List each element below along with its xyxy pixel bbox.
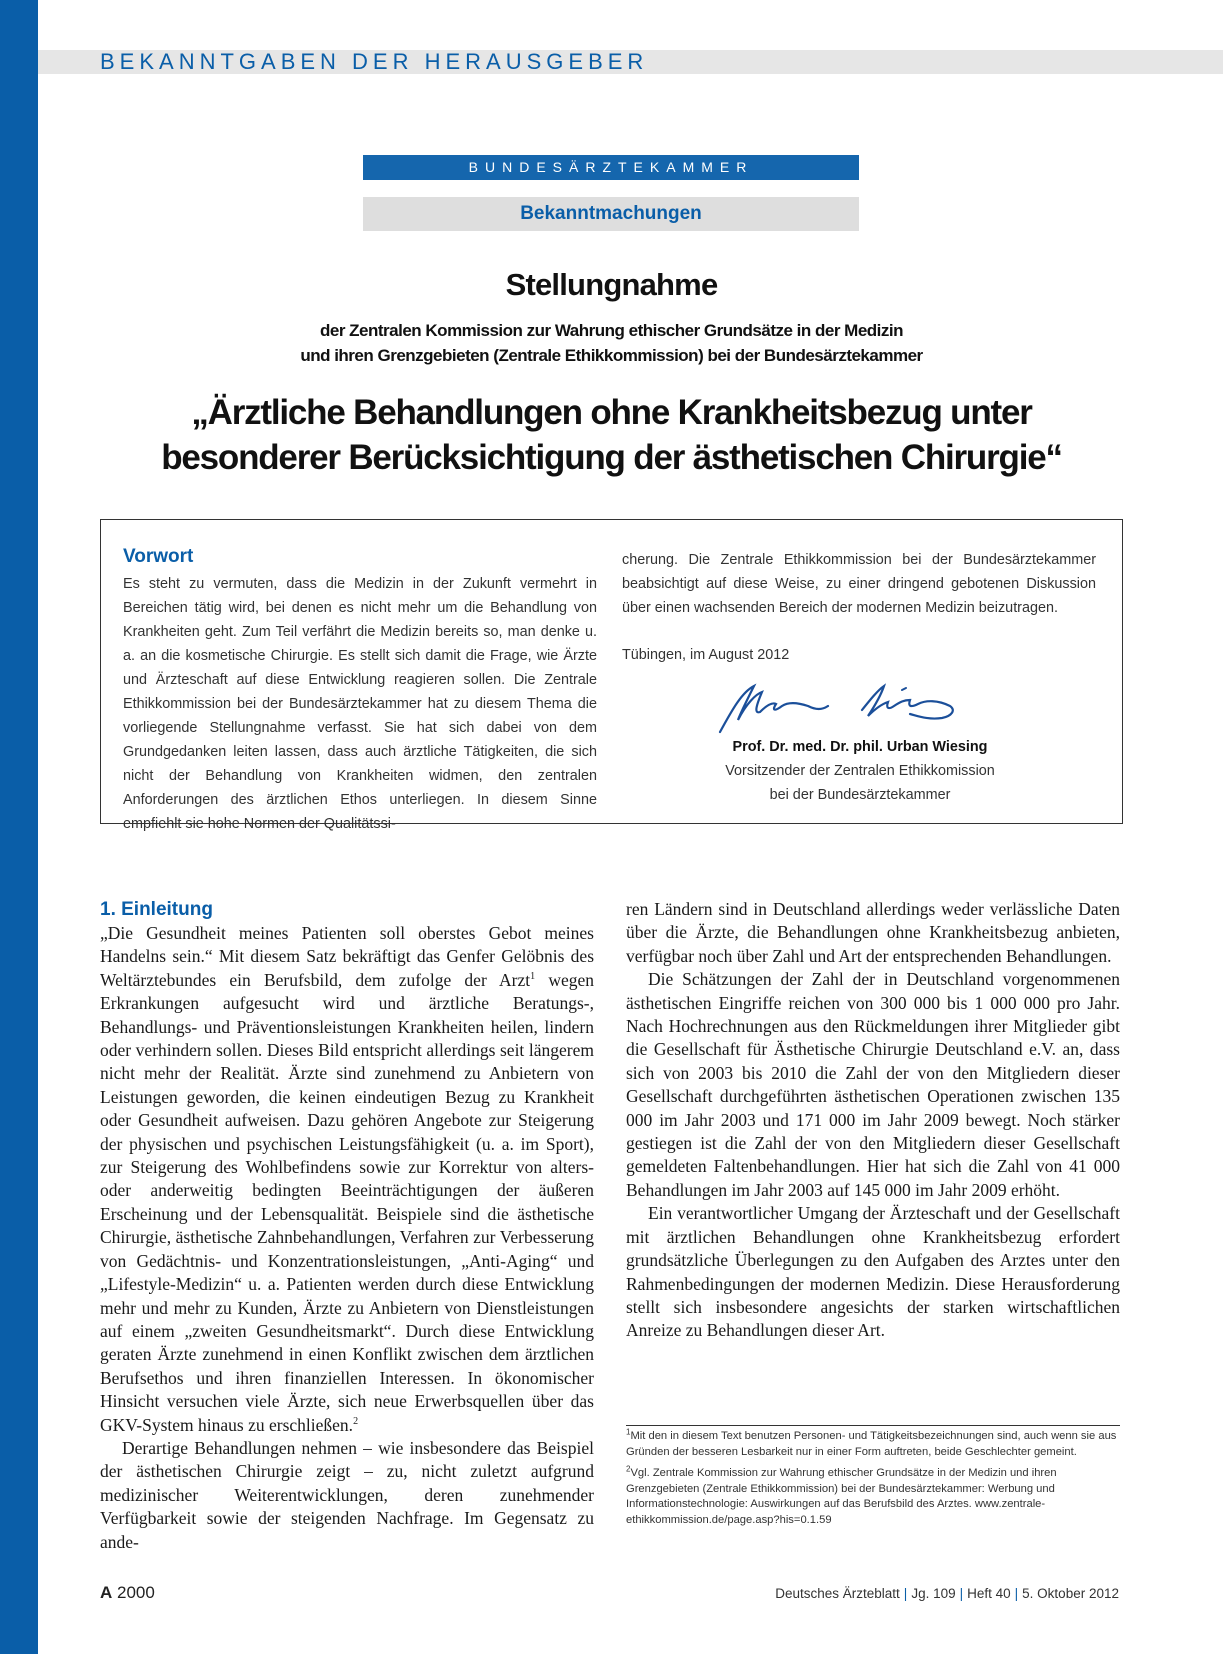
signer-role-1: Vorsitzender der Zentralen Ethikkomission: [725, 763, 995, 779]
foreword-right-text: cherung. Die Zentrale Ethikkommission bei der Bundesärztekammer beabsichtigt auf diese Weise, zu einer dringend gebotenen Diskussion über einen wachsenden Bereich der modernen Medizin beizutragen.: [622, 552, 1096, 616]
paragraph: ren Ländern sind in Deutschland allerdings weder verlässliche Daten über die Ärzte, die Behandlungen ohne Krankheitsbezug anbieten, verfügbar noch über Zahl und Art der entsprechenden Behandlungen.: [626, 899, 1120, 966]
paragraph: Die Schätzungen der Zahl der in Deutschland vorgenommenen ästhetischen Eingriffe reichen von 300 000 bis 1 000 000 pro Jahr. Nach Hochrechnungen aus den Rückmeldungen ihrer Mitglieder gibt die Gesellschaft für Ästhetische Chirurgie Deutschland e.V. an, dass sich von 2003 bis 2010 die Zahl der von den Mitgliedern dieser Gesellschaft durchgeführten ästhetischen Operationen zwischen 135 000 im Jahr 2003 und 171 000 im Jahr 2009 bewegt. Noch stärker gestiegen ist die Zahl der von den Mitgliedern dieser Gesellschaft gemeldeten Faltenbehandlungen. Hier hat sich die Zahl von 41 000 Behandlungen im Jahr 2003 auf 145 000 im Jahr 2009 erhöht.: [626, 969, 1120, 1200]
paragraph-part: wegen Erkrankungen aufgesucht wird und ärztliche Beratungs-, Behandlungs- und Präventionsleistungen Krankheiten heilen, lindern oder verhindern sollen. Dieses Bild entspricht allerdings seit längerem nicht mehr der Realität. Ärzte sind zunehmend zu Anbietern von Leistungen geworden, die keinen eindeutigen Bezug zu Krankheit oder Gesundheit aufweisen. Dazu gehören Angebote zur Steigerung der physischen und psychischen Leistungsfähigkeit (u. a. im Sport), zur Steigerung des Wohlbefindens sowie zur Korrektur von alters- oder anderweitig bedingten Beeinträchtigungen der äußeren Erscheinung und der Lebensqualität. Beispiele sind die ästhetische Chirurgie, ästhetische Zahnbehandlungen, Verfahren zur Verbesserung von Gedächtnis- und Konzentrationsleistungen, „Anti-Aging“ und „Lifestyle-Medizin“ u. a. Patienten werden durch diese Entwicklung mehr und mehr zu Kunden, Ärzte zu Anbietern von Dienstleistungen auf einem „zweiten Gesundheitsmarkt“. Durch diese Entwicklung geraten Ärzte zunehmend in einen Konflikt zwischen dem ärztlichen Berufsethos und ihren finanziellen Interessen. In ökonomischer Hinsicht versuchen viele Ärzte, sich neue Erwerbsquellen über das GKV-System hinaus zu erschließen.: [100, 969, 594, 1435]
paragraph: [100, 922, 594, 1437]
publication-type-bar: Bekanntmachungen: [363, 197, 859, 231]
organization-bar: BUNDESÄRZTEKAMMER: [363, 155, 859, 180]
journal-footer: [775, 1584, 1119, 1604]
page-letter: A: [100, 1583, 113, 1602]
headline-line-1: „Ärztliche Behandlungen ohne Krankheitsbezug unter: [191, 393, 1032, 432]
footer-separator: |: [903, 1586, 908, 1601]
foreword-place-date: Tübingen, im August 2012: [622, 647, 790, 663]
footnote-mark: 1: [626, 1427, 631, 1437]
body-column-right: [626, 898, 1120, 1343]
section-header: BEKANNTGABEN DER HERAUSGEBER: [100, 49, 649, 74]
footnotes: [626, 1429, 1120, 1534]
signer-role-2: bei der Bundesärztekammer: [769, 787, 951, 803]
signature-graphic: [712, 680, 972, 740]
footnote-mark: 2: [626, 1464, 631, 1474]
left-color-bar: [0, 0, 38, 1654]
footnote-ref[interactable]: 2: [353, 1415, 359, 1427]
journal-issue: Heft 40: [967, 1586, 1011, 1601]
page-number: [100, 1581, 155, 1605]
journal-name: Deutsches Ärzteblatt: [775, 1586, 900, 1601]
footnote-text: Vgl. Zentrale Kommission zur Wahrung ethischer Grundsätze in der Medizin und ihren Grenzgebieten (Zentrale Ethikkommission) bei der Bundesärztekammer: Werbung und Informationstechnologie: Auswirkungen auf das Berufsbild des Arztes. www.zentrale-ethikkommission.de/page.asp?his=0.1.59: [626, 1467, 1057, 1526]
subtitle-line-1: der Zentralen Kommission zur Wahrung ethischer Grundsätze in der Medizin: [319, 321, 903, 340]
foreword-left-text: Es steht zu vermuten, dass die Medizin in der Zukunft vermehrt in Bereichen tätig wird, bei denen es nicht mehr um die Behandlung von Krankheiten geht. Zum Teil verfährt die Medizin bereits so, man denke u. a. an die kosmetische Chirurgie. Es stellt sich damit die Frage, wie Ärzte und Ärzteschaft auf diese Entwicklung reagieren sollen. Die Zentrale Ethikkommission bei der Bundesärztekammer hat zu diesem Thema die vorliegende Stellungnahme verfasst. Sie hat sich dabei von dem Grundgedanken leiten lassen, dass auch ärztliche Tätigkeiten, die sich nicht der Behandlung von Krankheiten widmen, den zentralen Anforderungen des ärztlichen Ethos unterliegen. In diesem Sinne empfiehlt sie hohe Normen der Qualitätssi-: [123, 576, 597, 832]
document-headline: [100, 390, 1123, 480]
footnote-ref[interactable]: 1: [530, 970, 536, 982]
journal-volume: Jg. 109: [911, 1586, 956, 1601]
body-column-left: [100, 922, 594, 1554]
journal-date: 5. Oktober 2012: [1022, 1586, 1119, 1601]
footnote: [626, 1466, 1120, 1528]
document-title: Stellungnahme: [505, 267, 718, 302]
paragraph: Ein verantwortlicher Umgang der Ärzteschaft und der Gesellschaft mit ärztlichen Behandlungen ohne Krankheitsbezug erfordert grundsätzliche Überlegungen zu den Aufgaben des Arztes unter den Rahmenbedingungen der modernen Medizin. Diese Herausforderung stellt sich insbesondere angesichts der starken wirtschaftlichen Anreize zu Behandlungen dieser Art.: [626, 1203, 1120, 1341]
document-subtitle: [100, 318, 1123, 368]
footer-separator: |: [959, 1586, 964, 1601]
foreword-heading: Vorwort: [123, 546, 194, 567]
footer-separator: |: [1014, 1586, 1019, 1601]
paragraph: Derartige Behandlungen nehmen – wie insbesondere das Beispiel der ästhetischen Chirurgie zeigt – zu, nicht zuletzt aufgrund medizinischer Weiterentwicklungen, deren zunehmender Verfügbarkeit sowie der steigenden Nachfrage. Im Gegensatz zu ande-: [100, 1437, 594, 1552]
signature-block: [690, 735, 1030, 807]
footnote: [626, 1429, 1120, 1460]
subtitle-line-2: und ihren Grenzgebieten (Zentrale Ethikkommission) bei der Bundesärztekammer: [300, 346, 923, 365]
footnote-divider: [626, 1425, 1120, 1426]
paragraph-part: „Die Gesundheit meines Patienten soll oberstes Gebot meines Handelns sein.“ Mit diesem Satz bekräftigt das Genfer Gelöbnis des Weltärztebundes ein Berufsbild, dem zufolge der Arzt: [100, 923, 594, 990]
page-number-value: 2000: [117, 1583, 155, 1602]
footnote-text: Mit den in diesem Text benutzen Personen- und Tätigkeitsbezeichnungen sind, auch wenn sie aus Gründen der besseren Lesbarkeit nur in einer Form auftreten, beide Geschlechter gemeint.: [626, 1430, 1117, 1458]
headline-line-2: besonderer Berücksichtigung der ästhetischen Chirurgie“: [161, 438, 1062, 477]
section-heading-einleitung: 1. Einleitung: [100, 899, 213, 920]
signer-name: Prof. Dr. med. Dr. phil. Urban Wiesing: [732, 739, 988, 755]
